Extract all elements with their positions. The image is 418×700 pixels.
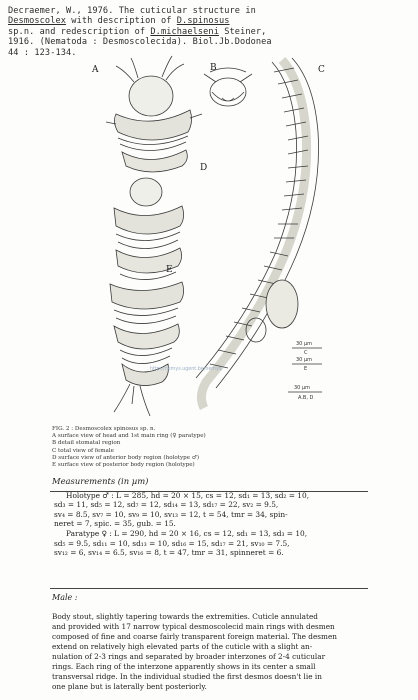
measurement-line: sd₅ = 9.5, sd₁₁ = 10, sd₁₃ = 10, sd₁₆ = 15, sd₁₇ = 21, sv₁₀ = 7.5,	[54, 538, 290, 548]
caption-line: D surface view of anterior body region (holotype ♂)	[52, 454, 200, 461]
watermark-url: http://nemys.ugent.be/nemys/	[150, 367, 223, 372]
label-e: E	[166, 265, 173, 275]
caption-line: B detail stomatal region	[52, 440, 121, 447]
species-name: D.spinosus	[176, 16, 230, 27]
scale-label: 30 µm	[296, 357, 313, 363]
body-line: Body stout, slightly tapering towards the extremities. Cuticle annulated	[52, 612, 318, 621]
body-line: composed of fine and coarse fairly transparent foreign material. The desmen	[52, 632, 337, 641]
measurements-heading: Measurements (in µm)	[52, 476, 149, 486]
label-d: D	[200, 163, 208, 173]
section-heading: Male :	[52, 593, 78, 602]
drawing-e	[110, 282, 184, 416]
citation-text: with	[66, 16, 98, 27]
measurement-line: neret = 7, spic. = 35, gub. = 15.	[54, 519, 176, 529]
measurement-line: Paratype ♀ : L = 290, hd = 20 × 16, cs = 12, sd₁ = 13, sd₃ = 10,	[66, 528, 308, 538]
body-paragraph	[52, 612, 370, 692]
body-line: one plane but is laterally bent posteriorly.	[52, 682, 207, 691]
measurement-line: sd₃ = 11, sd₅ = 12, sd₇ = 12, sd₁₄ = 13, sd₁₇ = 22, sv₂ = 9.5,	[54, 500, 279, 510]
caption-title: FIG. 2 : Desmoscolex spinosus sp. n.	[52, 426, 156, 432]
citation-line	[8, 27, 408, 37]
citation-text: description of	[97, 16, 177, 27]
divider	[50, 588, 368, 589]
citation-line	[8, 16, 408, 26]
measurement-line: sv₁₂ = 6, sv₁₄ = 6.5, sv₁₆ = 8, t = 47, tmr = 31, spinneret = 6.	[54, 548, 284, 558]
caption-line: A surface view of head and 1st main ring (♀ paratype)	[52, 433, 206, 440]
label-a: A	[92, 65, 99, 75]
citation-text: sp.n. and redescription of	[8, 26, 151, 37]
drawing-c	[196, 58, 319, 408]
label-b: B	[210, 63, 217, 73]
scale-letter: A.B, D	[298, 395, 314, 401]
drawing-a	[106, 56, 202, 172]
scale-label: 30 µm	[296, 341, 313, 347]
citation-line: 1916. (Nematoda : Desmoscolecida). Biol.Jb.Dodonea	[8, 37, 272, 48]
citation-block	[8, 6, 408, 58]
label-c: C	[318, 65, 325, 75]
figure-caption	[52, 426, 206, 469]
body-line: and provided with 17 narrow typical desmoscolecid main rings with desmen	[52, 622, 335, 631]
measurement-line: Holotype ♂ : L = 285, hd = 20 × 15, cs = 12, sd₁ = 13, sd₂ = 10,	[66, 490, 310, 500]
scale-letter: E	[304, 366, 308, 372]
scale-label: 30 µm	[294, 385, 311, 391]
citation-text: Steiner,	[218, 26, 267, 37]
measurements-block	[52, 477, 368, 558]
genus-name: Desmoscolex	[8, 16, 67, 27]
body-line: nulation of 2-3 rings and separated by broader interzones of 2-4 cuticular	[52, 652, 326, 661]
citation-line: Decraemer, W., 1976. The cuticular structure in	[8, 6, 256, 16]
drawing-b	[204, 68, 252, 106]
body-line: extend on relatively high elevated parts of the cuticle with a slight an-	[52, 642, 313, 651]
measurement-line: sv₄ = 8.5, sv₇ = 10, sv₉ = 10, sv₁₃ = 12, t = 54, tmr = 34, spin-	[54, 509, 288, 519]
caption-line: C total view of female	[52, 447, 114, 454]
scale-letter: C	[304, 350, 308, 356]
body-line: transversal ridge. In the individual studied the first desmos doesn't lie in	[52, 672, 322, 681]
citation-line: 44 : 123-134.	[8, 47, 77, 58]
caption-line: E surface view of posterior body region (holotype)	[52, 462, 195, 469]
drawing-d	[114, 178, 184, 280]
species-name: D.michaelseni	[150, 26, 219, 37]
body-line: rings. Each ring of the interzone apparently shows in its center a small	[52, 662, 316, 671]
